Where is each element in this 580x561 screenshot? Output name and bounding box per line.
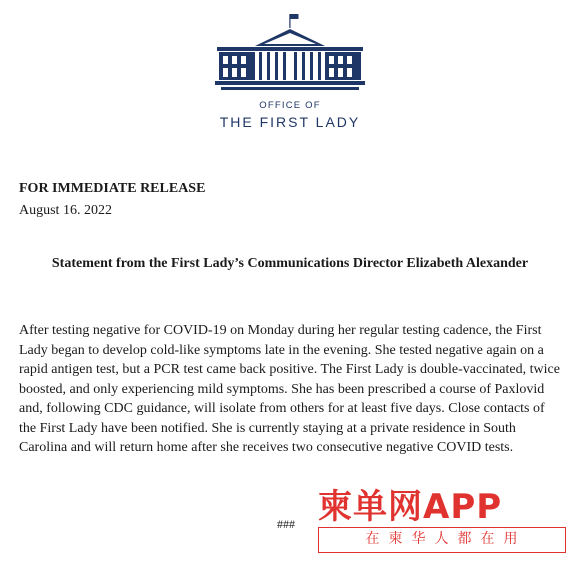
office-of-label: OFFICE OF [259, 100, 321, 111]
watermark-tagline: 在柬华人都在用 [318, 527, 566, 553]
first-lady-title: THE FIRST LADY [219, 114, 361, 130]
office-header [0, 12, 580, 130]
statement-headline: Statement from the First Lady’s Communications Director Elizabeth Alexander [51, 256, 529, 271]
watermark [318, 479, 574, 559]
watermark-brand: 柬单网APP [318, 487, 503, 527]
statement-body: After testing negative for COVID-19 on Monday during her regular testing cadence, the First Lady began to develop cold-like symptoms late in the evening. She tested negative again on a rapid antigen test, but a PCR test came back positive. The First Lady is double-vaccinated, twice boosted, and only experiencing mild symptoms. She has been prescribed a course of Paxlovid and, following CDC guidance, will isolate from others for at least five days. Close contacts of the First Lady have been notified. She is currently staying at a private residence in South Carolina and will return home after she receives two consecutive negative COVID tests. [19, 323, 560, 455]
white-house-icon [215, 12, 365, 94]
release-date: August 16. 2022 [19, 203, 112, 218]
release-label: FOR IMMEDIATE RELEASE [19, 181, 206, 196]
end-mark: ### [277, 517, 295, 531]
